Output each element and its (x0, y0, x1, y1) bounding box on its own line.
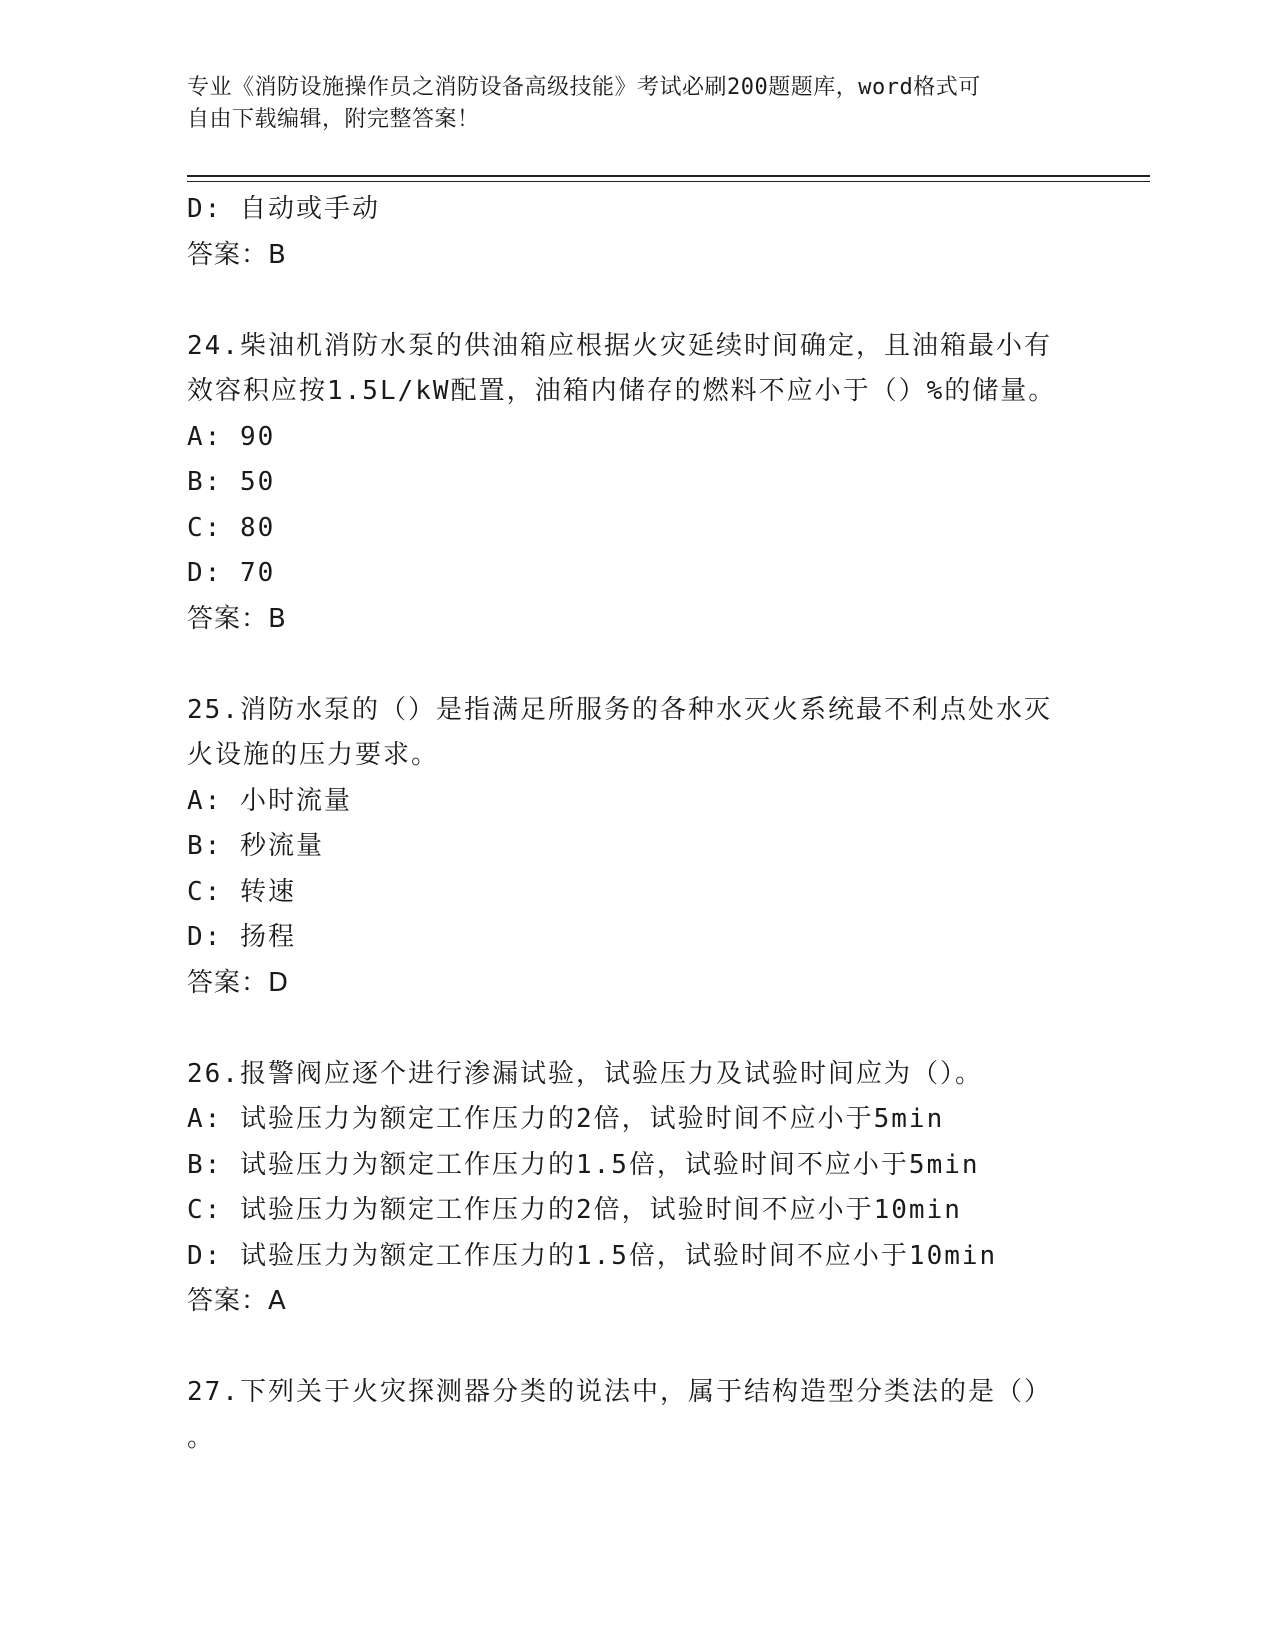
question-stem-line: 效容积应按1.5L/kW配置，油箱内储存的燃料不应小于（）%的储量。 (187, 376, 1057, 406)
question-stem-line: 火设施的压力要求。 (187, 740, 440, 770)
header-line-2: 自由下载编辑，附完整答案！ (187, 107, 480, 132)
previous-question-tail (187, 187, 1077, 278)
question-stem-line: 。 (187, 1422, 216, 1453)
option-d: D: 70 (187, 558, 276, 588)
answer-line: 答案：B (187, 239, 287, 270)
option-c: C: 80 (187, 512, 276, 543)
option-a: A: 90 (187, 421, 276, 452)
question-26 (187, 1052, 1077, 1325)
option-a: A: 试验压力为额定工作压力的2倍，试验时间不应小于5min (187, 1104, 945, 1134)
question-25 (187, 688, 1077, 1007)
question-stem-line: 27.下列关于火灾探测器分类的说法中，属于结构造型分类法的是（） (187, 1377, 1052, 1407)
option-d: D: 自动或手动 (187, 194, 380, 224)
spacer (187, 278, 1077, 324)
option-b: B: 秒流量 (187, 831, 324, 861)
option-b: B: 试验压力为额定工作压力的1.5倍，试验时间不应小于5min (187, 1149, 980, 1180)
option-c: C: 试验压力为额定工作压力的2倍，试验时间不应小于10min (187, 1195, 962, 1225)
question-stem-line: 26.报警阀应逐个进行渗漏试验，试验压力及试验时间应为（）。 (187, 1058, 983, 1089)
document-header (187, 72, 1067, 136)
answer-line: 答案：B (187, 603, 287, 634)
option-d: D: 扬程 (187, 922, 296, 952)
answer-line: 答案：D (187, 967, 290, 998)
header-rule-thick (187, 175, 1150, 177)
spacer (187, 1325, 1077, 1371)
option-a: A: 小时流量 (187, 785, 352, 816)
question-stem-line: 25.消防水泵的（）是指满足所服务的各种水灭火系统最不利点处水灭 (187, 694, 1052, 725)
question-24 (187, 324, 1077, 643)
option-c: C: 转速 (187, 876, 296, 907)
header-rule-thin (187, 181, 1150, 182)
question-content (187, 187, 1077, 1461)
spacer (187, 642, 1077, 688)
header-line-1: 专业《消防设施操作员之消防设备高级技能》考试必刷200题题库，word格式可 (187, 75, 981, 100)
spacer (187, 1006, 1077, 1052)
question-stem-line: 24.柴油机消防水泵的供油箱应根据火灾延续时间确定，且油箱最小有 (187, 330, 1052, 361)
option-b: B: 50 (187, 467, 276, 497)
question-27 (187, 1370, 1077, 1461)
option-d: D: 试验压力为额定工作压力的1.5倍，试验时间不应小于10min (187, 1240, 998, 1271)
answer-line: 答案：A (187, 1286, 287, 1316)
